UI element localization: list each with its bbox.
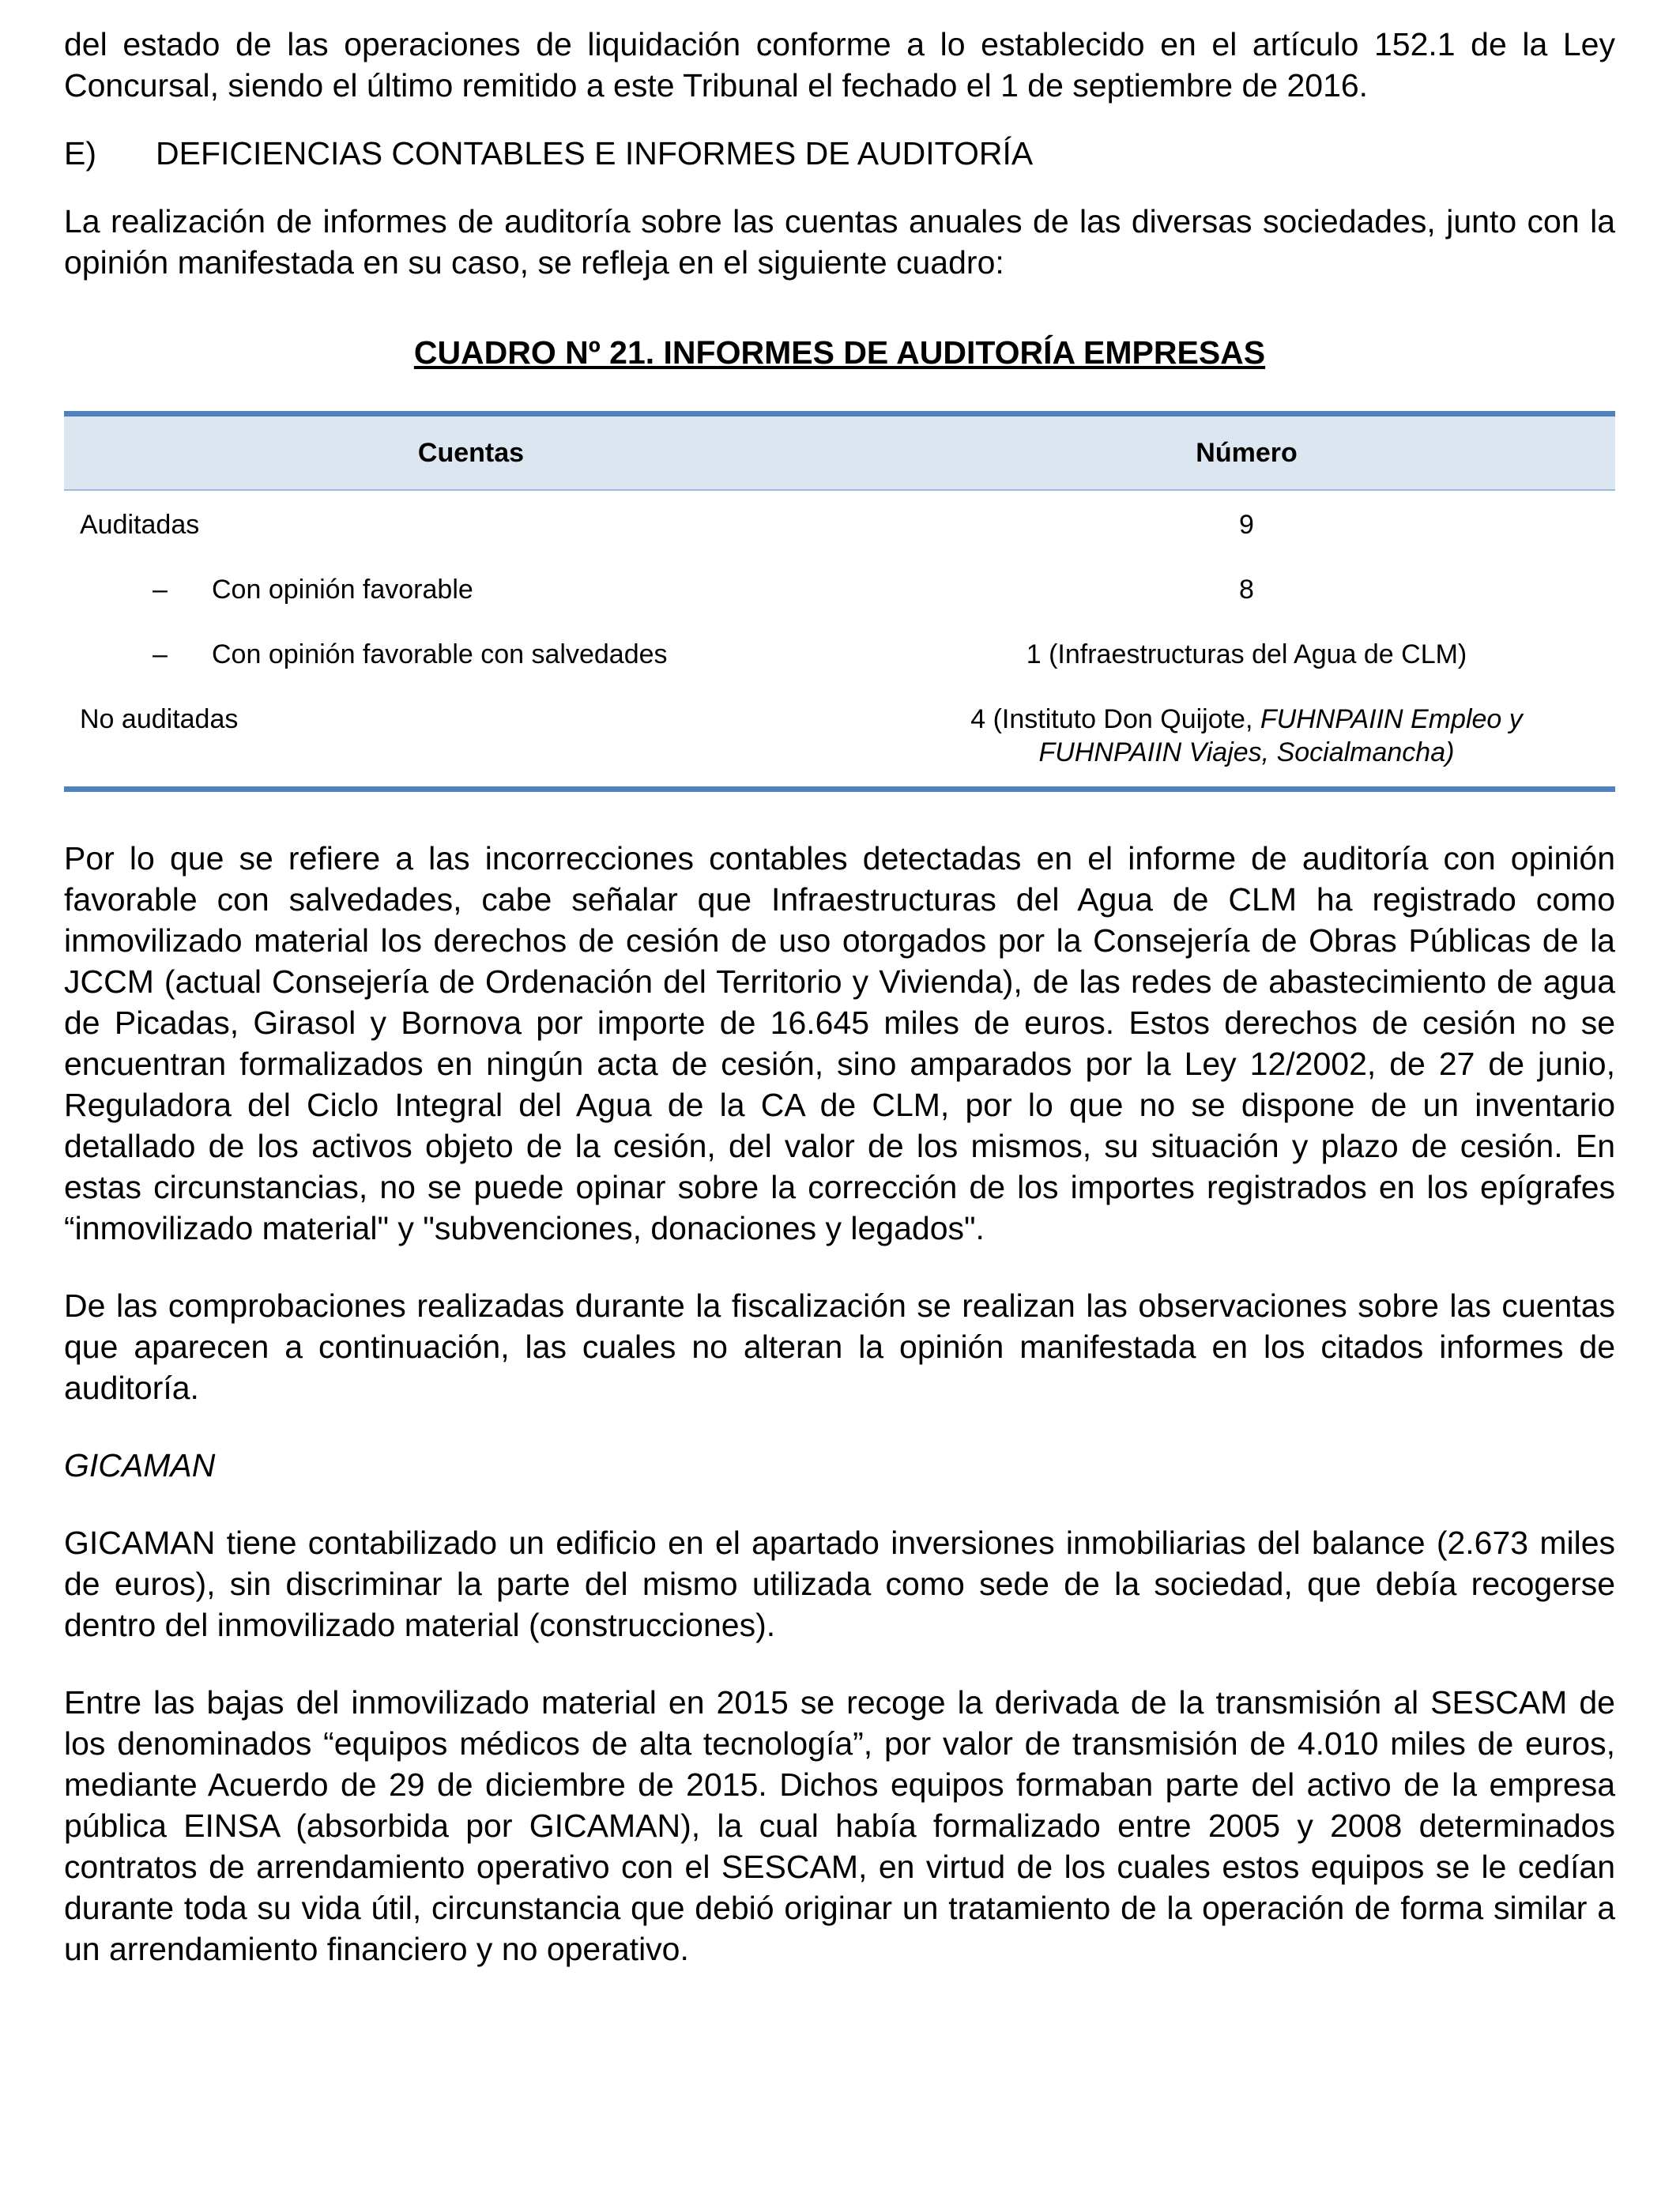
section-letter: E) [64, 135, 96, 172]
row-value [878, 679, 1615, 790]
row-label: Auditadas [80, 510, 200, 540]
row-label: No auditadas [80, 704, 239, 734]
row-value-italic-2: FUHNPAIIN Viajes, Socialmancha) [1038, 737, 1455, 767]
table-title: CUADRO Nº 21. INFORMES DE AUDITORÍA EMPRESAS [413, 334, 1266, 371]
column-header-cuentas: Cuentas [64, 414, 878, 491]
row-value: 9 [1239, 510, 1254, 540]
document-page [64, 24, 1615, 1970]
body-paragraph: De las comprobaciones realizadas durante la fiscalización se realizan las observaciones sobre las cuentas que aparecen a continuación, las cuales no alteran la opinión manifestada en los citados informes de auditoría. [64, 1287, 1615, 1406]
row-value: 8 [1239, 575, 1254, 605]
audit-reports-table [64, 411, 1615, 792]
dash-bullet: – [153, 639, 168, 669]
row-value-italic-1: FUHNPAIIN Empleo y [1260, 704, 1523, 734]
table-row [64, 614, 1615, 679]
body-paragraph: GICAMAN tiene contabilizado un edificio en el apartado inversiones inmobiliarias del balance (2.673 miles de euros), sin discriminar la parte del mismo utilizada como sede de la sociedad, que debía recogerse dentro del inmovilizado material (construcciones). [64, 1525, 1615, 1643]
table-row [64, 490, 1615, 549]
column-header-numero: Número [878, 414, 1615, 491]
subsection-heading-gicaman: GICAMAN [64, 1447, 216, 1483]
sub-item [80, 573, 878, 606]
section-intro-paragraph: La realización de informes de auditoría sobre las cuentas anuales de las diversas sociedades, junto con la opinión manifestada en su caso, se refleja en el siguiente cuadro: [64, 203, 1615, 281]
row-label: Con opinión favorable [212, 575, 473, 605]
intro-paragraph: del estado de las operaciones de liquidación conforme a lo establecido en el artículo 152.1 de la Ley Concursal, siendo el último remitido a este Tribunal el fechado el 1 de septiembre de 2016. [64, 26, 1615, 104]
sub-item [80, 638, 878, 671]
body-paragraph: Por lo que se refiere a las incorrecciones contables detectadas en el informe de auditoría con opinión favorable con salvedades, cabe señalar que Infraestructuras del Agua de CLM ha registrado como inmovilizado material los derechos de cesión de uso otorgados por la Consejería de Obras Públicas de la JCCM (actual Consejería de Ordenación del Territorio y Vivienda), de las redes de abastecimiento de agua de Picadas, Girasol y Bornova por importe de 16.645 miles de euros. Estos derechos de cesión no se encuentran formalizados en ningún acta de cesión, sino amparados por la Ley 12/2002, de 27 de junio, Reguladora del Ciclo Integral del Agua de la CA de CLM, por lo que no se dispone de un inventario detallado de los activos objeto de la cesión, del valor de los mismos, su situación y plazo de cesión. En estas circunstancias, no se puede opinar sobre la corrección de los importes registrados en los epígrafes “inmovilizado material" y "subvenciones, donaciones y legados". [64, 840, 1615, 1246]
body-paragraph: Entre las bajas del inmovilizado material en 2015 se recoge la derivada de la transmisión al SESCAM de los denominados “equipos médicos de alta tecnología”, por valor de transmisión de 4.010 miles de euros, mediante Acuerdo de 29 de diciembre de 2015. Dichos equipos formaban parte del activo de la empresa pública EINSA (absorbida por GICAMAN), la cual había formalizado entre 2005 y 2008 determinados contratos de arrendamiento operativo con el SESCAM, en virtud de los cuales estos equipos se le cedían durante toda su vida útil, circunstancia que debió originar un tratamiento de la operación de forma similar a un arrendamiento financiero y no operativo. [64, 1684, 1615, 1967]
table-row [64, 679, 1615, 790]
dash-bullet: – [153, 575, 168, 605]
row-label: Con opinión favorable con salvedades [212, 639, 668, 669]
row-value: 1 (Infraestructuras del Agua de CLM) [1026, 639, 1467, 669]
section-heading [64, 133, 1615, 174]
section-title: DEFICIENCIAS CONTABLES E INFORMES DE AUDITORÍA [156, 135, 1034, 172]
table-header-row [64, 414, 1615, 491]
table-row [64, 549, 1615, 614]
row-value-prefix: 4 (Instituto Don Quijote, [970, 704, 1260, 734]
